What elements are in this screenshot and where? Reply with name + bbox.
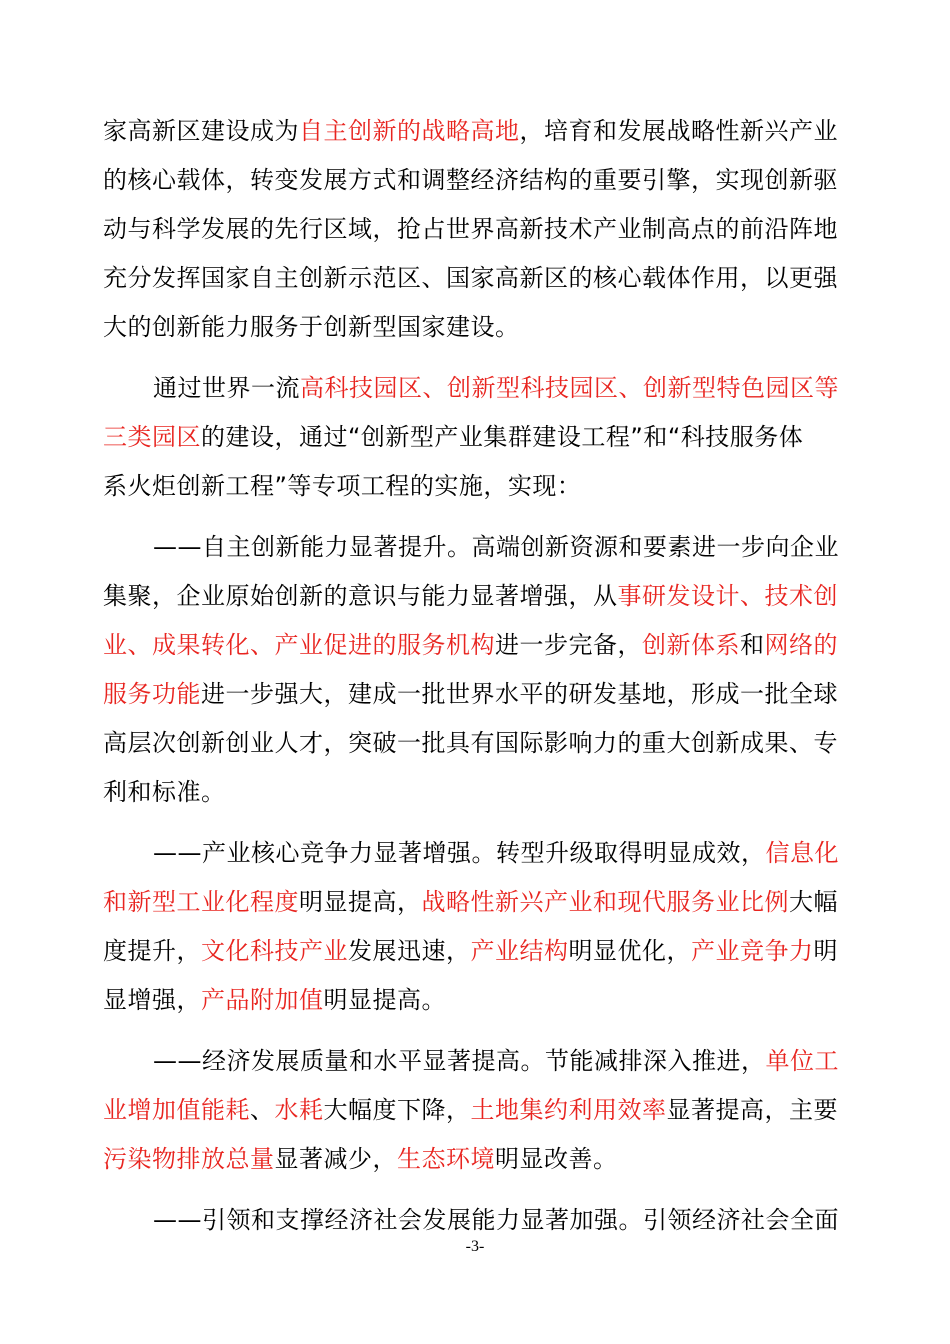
body-text-segment: ——自主创新能力显著提升。高端创新资源和要素进一步向企业 <box>153 533 839 561</box>
text-line <box>103 572 863 621</box>
body-text-segment: 的核心载体，转变发展方式和调整经济结构的重要引擎，实现创新驱 <box>103 166 838 194</box>
body-text-segment: 明显提高。 <box>323 986 446 1014</box>
body-text-segment: 和 <box>740 631 765 659</box>
body-text-segment: ——产业核心竞争力显著增强。转型升级取得明显成效， <box>153 839 766 867</box>
paragraph-gap <box>103 1184 863 1196</box>
paragraph-gap <box>103 511 863 523</box>
body-text-segment: 发展迅速， <box>348 937 471 965</box>
body-text-segment: 集聚，企业原始创新的意识与能力显著增强，从 <box>103 582 618 610</box>
text-line <box>103 878 863 927</box>
body-text-segment: 大幅 <box>789 888 838 916</box>
highlighted-text: 土地集约利用效率 <box>470 1096 667 1124</box>
text-line <box>103 254 863 303</box>
body-text-segment: 明显优化， <box>568 937 691 965</box>
text-line <box>103 829 863 878</box>
body-text-segment: 动与科学发展的先行区域，抢占世界高新技术产业制高点的前沿阵地 <box>103 215 838 243</box>
text-line <box>103 413 863 462</box>
body-text-segment: 、 <box>250 1096 275 1124</box>
highlighted-text: 生态环境 <box>397 1145 495 1173</box>
body-text-segment: 家高新区建设成为 <box>103 117 299 145</box>
highlighted-text: 三类园区 <box>103 423 201 451</box>
highlighted-text: 创新体系 <box>642 631 740 659</box>
body-text-segment: 进一步完备， <box>495 631 642 659</box>
body-text-segment: 大的创新能力服务于创新型国家建设。 <box>103 313 520 341</box>
text-line <box>103 462 863 511</box>
body-text-segment: 显增强， <box>103 986 201 1014</box>
body-text-segment: 大幅度下降， <box>323 1096 471 1124</box>
highlighted-text: 高科技园区、创新型科技园区、创新型特色园区等 <box>300 374 839 402</box>
body-text-segment: 进一步强大，建成一批世界水平的研发基地，形成一批全球 <box>201 680 838 708</box>
highlighted-text: 自主创新的战略高地 <box>299 117 520 145</box>
highlighted-text: 信息化 <box>765 839 839 867</box>
text-line <box>103 719 863 768</box>
paragraph-gap <box>103 1025 863 1037</box>
body-text-segment: 通过世界一流 <box>153 374 300 402</box>
text-line <box>103 523 863 572</box>
body-text <box>103 107 863 1245</box>
text-line <box>103 303 863 352</box>
body-text-segment: 显著提高，主要 <box>666 1096 838 1124</box>
body-text-segment: 充分发挥国家自主创新示范区、国家高新区的核心载体作用，以更强 <box>103 264 838 292</box>
page-number: -3- <box>465 1238 485 1255</box>
body-text-segment: 高层次创新创业人才，突破一批具有国际影响力的重大创新成果、专 <box>103 729 838 757</box>
body-text-segment: 系火炬创新工程”等专项工程的实施，实现： <box>103 472 582 500</box>
body-text-segment: 明显提高， <box>299 888 422 916</box>
highlighted-text: 业增加值能耗 <box>103 1096 250 1124</box>
body-text-segment: 度提升， <box>103 937 201 965</box>
body-text-segment: ——引领和支撑经济社会发展能力显著加强。引领经济社会全面 <box>153 1206 839 1234</box>
highlighted-text: 和新型工业化程度 <box>103 888 299 916</box>
text-line <box>103 976 863 1025</box>
text-line <box>103 1037 863 1086</box>
highlighted-text: 战略性新兴产业和现代服务业比例 <box>421 888 789 916</box>
text-line <box>103 927 863 976</box>
text-line <box>103 1135 863 1184</box>
body-text-segment: 利和标准。 <box>103 778 226 806</box>
highlighted-text: 文化科技产业 <box>201 937 348 965</box>
body-text-segment: 的建设，通过“创新型产业集群建设工程”和“科技服务体 <box>201 423 804 451</box>
body-text-segment: 显著减少， <box>274 1145 397 1173</box>
text-line <box>103 670 863 719</box>
paragraph-gap <box>103 352 863 364</box>
text-line <box>103 768 863 817</box>
highlighted-text: 服务功能 <box>103 680 201 708</box>
text-line <box>103 156 863 205</box>
highlighted-text: 产业结构 <box>470 937 569 965</box>
highlighted-text: 水耗 <box>274 1096 324 1124</box>
text-line <box>103 364 863 413</box>
text-line <box>103 621 863 670</box>
body-text-segment: ——经济发展质量和水平显著提高。节能减排深入推进， <box>153 1047 766 1075</box>
highlighted-text: 产业竞争力 <box>691 937 814 965</box>
text-line <box>103 107 863 156</box>
highlighted-text: 污染物排放总量 <box>103 1145 275 1173</box>
text-line <box>103 1086 863 1135</box>
paragraph-gap <box>103 817 863 829</box>
highlighted-text: 事研发设计、技术创 <box>617 582 838 610</box>
highlighted-text: 网络的 <box>764 631 838 659</box>
text-line <box>103 205 863 254</box>
body-text-segment: ，培育和发展战略性新兴产业 <box>519 117 838 145</box>
highlighted-text: 产品附加值 <box>201 986 324 1014</box>
body-text-segment: 明显改善。 <box>495 1145 618 1173</box>
body-text-segment: 明 <box>813 937 838 965</box>
highlighted-text: 业、成果转化、产业促进的服务机构 <box>103 631 495 659</box>
highlighted-text: 单位工 <box>765 1047 839 1075</box>
